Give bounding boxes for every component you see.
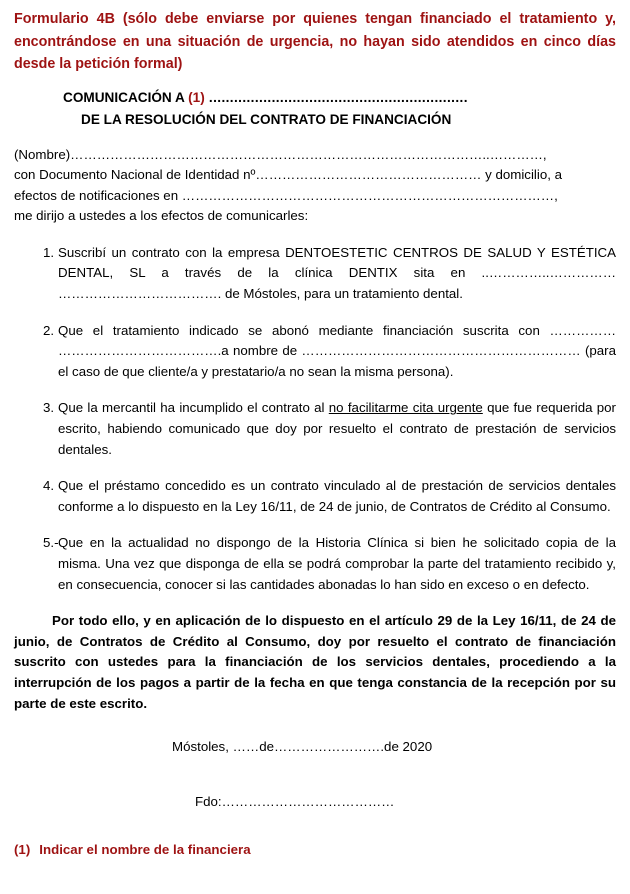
list-item-number: 1. bbox=[43, 244, 55, 260]
footnote-text: Indicar el nombre de la financiera bbox=[39, 842, 251, 858]
title-block bbox=[0, 87, 630, 131]
communication-title-line bbox=[14, 87, 616, 109]
list-item-text-before: Que el préstamo concedido es un contrato vinculado al de prestación de servicios dentales conforme a lo dispuesto en la Ley 16/11, de 24 de junio, de Contratos de Crédito al Consumo. bbox=[58, 478, 616, 514]
list-item-text bbox=[58, 321, 616, 383]
communication-title-prefix: COMUNICACIÓN A bbox=[63, 89, 189, 105]
list-item-text-after: que fue requerida por escrito, habiendo comunicado que doy por resuelto el contrato de prestación de servicios dentales. bbox=[58, 400, 616, 457]
closing-paragraph: Por todo ello, y en aplicación de lo dispuesto en el artículo 29 de la Ley 16/11, de 24 de junio, de Contratos de Crédito al Consumo, doy por resuelto el contrato de financiación suscrito con ustedes para la financiación de los servicios dentales, procediendo a la interrupción de los pagos a partir de la fecha en que tenga constancia de la recepción por su parte de este escrito. bbox=[14, 613, 616, 711]
footnote-reference-marker: (1) bbox=[188, 89, 205, 105]
subtitle-line bbox=[14, 109, 616, 131]
list-item-text-before: Suscribí un contrato con la empresa DENTOESTETIC CENTROS DE SALUD Y ESTÉTICA DENTAL, SL a través de la clínica DENTIX sita en ..…………..…………… ………………………………. de Móstoles, para un tratamiento dental. bbox=[58, 244, 616, 302]
footnote bbox=[0, 840, 630, 860]
list-item bbox=[0, 321, 630, 383]
list-item-text bbox=[58, 533, 616, 595]
intro-line-address: efectos de notificaciones en …………………………………………………………………………, bbox=[14, 187, 558, 203]
list-item-text-before: Que en la actualidad no dispongo de la Historia Clínica si bien he solicitado copia de la misma. Una vez que disponga de ella se podrá comprobar la parte del tratamiento recibido y, en consecuencia, conocer si las cantidades abonadas lo han sido en exceso o en defecto. bbox=[58, 535, 616, 592]
list-item bbox=[0, 476, 630, 517]
list-item-underlined-text: no facilitarme cita urgente bbox=[328, 400, 483, 416]
list-item-number: 4. bbox=[43, 478, 55, 494]
list-item-number: 3. bbox=[43, 400, 55, 416]
intro-line-name: (Nombre)…………………………………………………………………………………..…………, bbox=[14, 146, 547, 162]
form-header-note: Formulario 4B (sólo debe enviarse por quienes tengan financiado el tratamiento y, encontrándose en una situación de urgencia, no hayan sido atendidos en cinco días desde la petición formal) bbox=[14, 11, 616, 72]
list-item-text bbox=[58, 398, 616, 460]
list-item bbox=[0, 533, 630, 595]
list-item-number: 5.- bbox=[43, 535, 59, 551]
list-item-text bbox=[58, 243, 616, 305]
subtitle-text: DE LA RESOLUCIÓN DEL CONTRATO DE FINANCIACIÓN bbox=[81, 111, 452, 127]
footnote-number: (1) bbox=[14, 842, 31, 858]
intro-block bbox=[0, 145, 630, 227]
list-item-number: 2. bbox=[43, 322, 55, 338]
list-item bbox=[0, 243, 630, 305]
intro-line-dni: con Documento Nacional de Identidad nº…………………………………………… y domicilio, a bbox=[14, 167, 562, 183]
numbered-items-list bbox=[0, 243, 630, 595]
list-item-text-before: Que el tratamiento indicado se abonó mediante financiación suscrita con …………… ……………………………….a nombre de ……………………………………………………… (para el caso de que cliente/a y prestatario/a no sean la misma persona). bbox=[58, 322, 616, 379]
communication-title-dots: .............................................................. bbox=[204, 89, 468, 105]
list-item bbox=[0, 398, 630, 460]
list-item-text bbox=[58, 476, 616, 517]
signature-line: Fdo:………………………………… bbox=[195, 793, 395, 809]
place-and-date-line: Móstoles, ……de…………………….de 2020 bbox=[172, 739, 433, 755]
list-item-text-before: Que la mercantil ha incumplido el contrato al bbox=[58, 400, 329, 416]
intro-line-purpose: me dirijo a ustedes a los efectos de comunicarles: bbox=[14, 208, 309, 224]
